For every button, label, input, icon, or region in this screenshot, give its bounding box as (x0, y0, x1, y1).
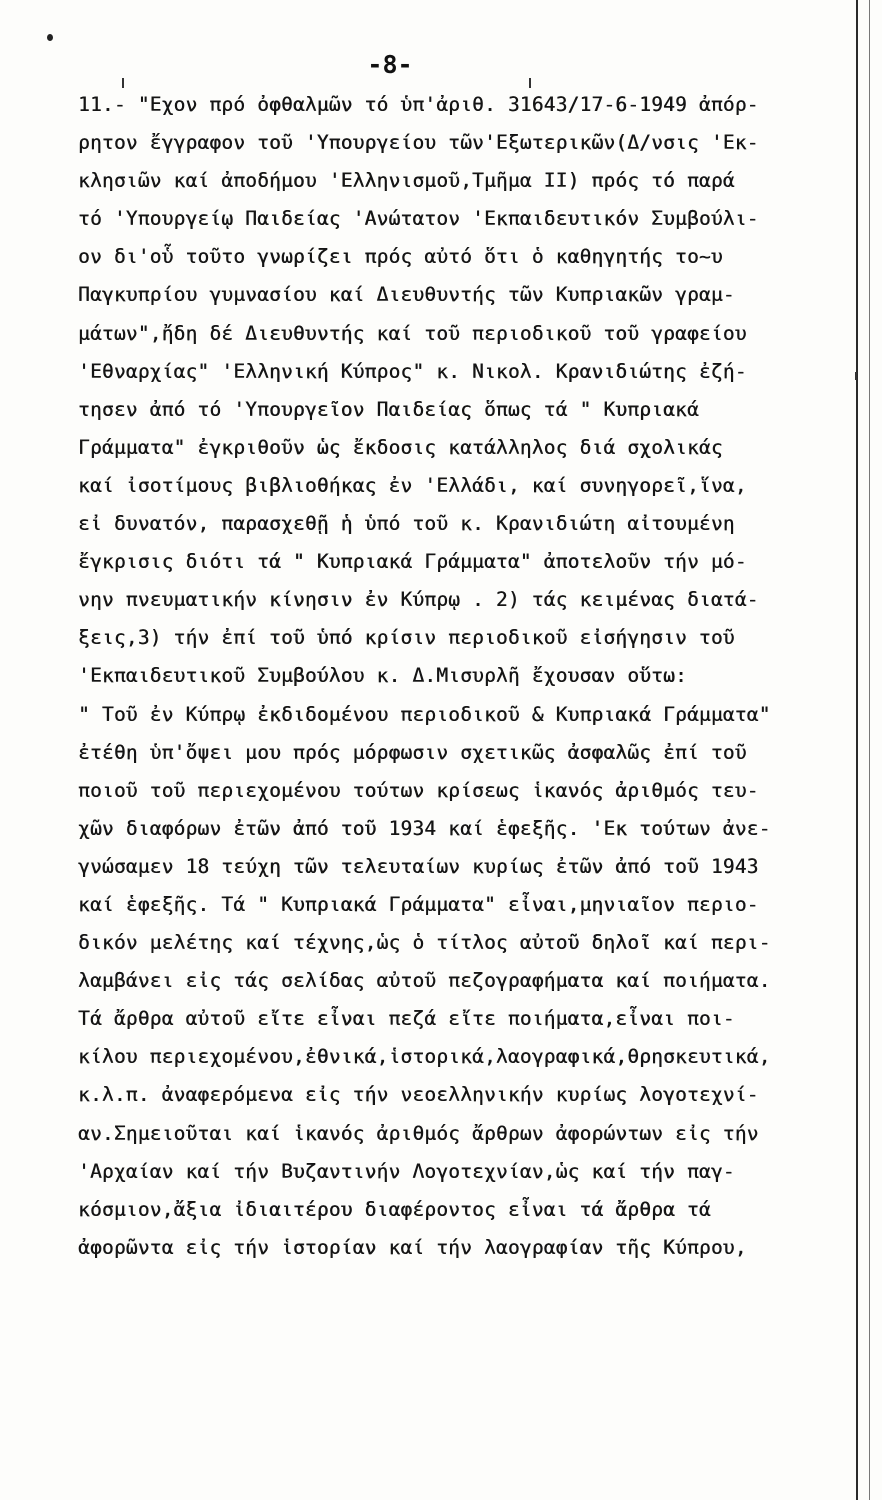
text-line: νην πνευματικήν κίνησιν ἐν Κύπρῳ . 2) τάς κειμένας διατά- (78, 588, 759, 612)
page-number: -8- (367, 50, 413, 79)
text-line: Γράμματα" ἐγκριθοῦν ὡς ἔκδοσις κατάλληλος διά σχολικάς (78, 435, 723, 459)
text-line: κόσμιον,ἄξια ἰδιαιτέρου διαφέροντος εἶναι τά ἄρθρα τά (78, 1197, 711, 1221)
text-line: τησεν ἀπό τό 'Υπουργεῖον Παιδείας ὅπως τά " Κυπριακά (78, 397, 699, 421)
text-line: 'Αρχαίαν καί τήν Βυζαντινήν Λογοτεχνίαν,ὡς καί τήν παγ- (78, 1159, 735, 1183)
text-line: μάτων",ἤδη δέ Διευθυντής καί τοῦ περιοδικοῦ τοῦ γραφείου (78, 321, 747, 345)
text-line: 'Εκπαιδευτικοῦ Συμβούλου κ. Δ.Μισυρλῆ ἔχουσαν οὕτω: (78, 664, 687, 688)
text-line: ον δι'οὗ τοῦτο γνωρίζει πρός αὐτό ὅτι ὁ καθηγητής το~υ (78, 245, 723, 269)
typed-text-body (78, 86, 853, 1267)
text-line: καί ἰσοτίμους βιβλιοθήκας ἐν 'Ελλάδι, καί συνηγορεῖ,ἵνα, (78, 473, 747, 497)
text-line: ἔγκρισις διότι τά " Κυπριακά Γράμματα" ἀποτελοῦν τήν μό- (78, 550, 747, 574)
text-line: ποιοῦ τοῦ περιεχομένου τούτων κρίσεως ἱκανός ἀριθμός τευ- (78, 778, 759, 802)
text-line: εἰ δυνατόν, παρασχεθῇ ἡ ὑπό τοῦ κ. Κρανιδιώτη αἰτουμένη (78, 512, 735, 536)
text-line: κλησιῶν καί ἀποδήμου 'Ελληνισμοῦ,Τμῆμα ΙΙ) πρός τό παρά (78, 169, 735, 193)
text-line: Παγκυπρίου γυμνασίου καί Διευθυντής τῶν Κυπριακῶν γραμ- (78, 283, 735, 307)
text-line: κ.λ.π. ἀναφερόμενα εἰς τήν νεοελληνικήν κυρίως λογοτεχνί- (78, 1083, 759, 1107)
text-line: δικόν μελέτης καί τέχνης,ὡς ὁ τίτλος αὐτοῦ δηλοῖ καί περι- (78, 931, 771, 955)
page-edge-line (856, 0, 858, 1500)
text-line: " Τοῦ ἐν Κύπρῳ ἐκδιδομένου περιοδικοῦ & Κυπριακά Γράμματα" (78, 702, 771, 726)
text-line: ἀφορῶντα εἰς τήν ἱστορίαν καί τήν λαογραφίαν τῆς Κύπρου, (78, 1235, 747, 1259)
text-line: χῶν διαφόρων ἐτῶν ἀπό τοῦ 1934 καί ἑφεξῆς. 'Εκ τούτων ἀνε- (78, 816, 771, 840)
text-line: γνώσαμεν 18 τεύχη τῶν τελευταίων κυρίως ἐτῶν ἀπό τοῦ 1943 (78, 854, 759, 878)
text-line: καί ἑφεξῆς. Τά " Κυπριακά Γράμματα" εἶναι,μηνιαῖον περιο- (78, 892, 759, 916)
text-line: 'Εθναρχίας" 'Ελληνική Κύπρος" κ. Νικολ. Κρανιδιώτης ἐζή- (78, 359, 747, 383)
ink-mark (855, 372, 857, 380)
ink-speck (47, 34, 53, 41)
text-line: 11.- "Εχον πρό ὀφθαλμῶν τό ὑπ'ἀριθ. 31643/17-6-1949 ἀπόρ- (78, 93, 759, 116)
text-line: κίλου περιεχομένου,ἐθνικά,ἱστορικά,λαογραφικά,θρησκευτικά, (78, 1045, 771, 1069)
text-line: λαμβάνει εἰς τάς σελίδας αὐτοῦ πεζογραφήματα καί ποιήματα. (78, 969, 771, 993)
page-edge-shadow (869, 0, 870, 1500)
text-line: ρητον ἔγγραφον τοῦ 'Υπουργείου τῶν'Εξωτερικῶν(Δ/νσις 'Εκ- (78, 131, 759, 155)
text-line: ξεις,3) τήν ἐπί τοῦ ὑπό κρίσιν περιοδικοῦ εἰσήγησιν τοῦ (78, 626, 735, 650)
text-line: Τά ἄρθρα αὐτοῦ εἴτε εἶναι πεζά εἴτε ποιήματα,εἶναι ποι- (78, 1007, 735, 1031)
text-line: ἐτέθη ὑπ'ὄψει μου πρός μόρφωσιν σχετικῶς ἀσφαλῶς ἐπί τοῦ (78, 740, 747, 764)
text-line: τό 'Υπουργείῳ Παιδείας 'Ανώτατον 'Εκπαιδευτικόν Συμβούλι- (78, 207, 759, 231)
text-line: αν.Σημειοῦται καί ἱκανός ἀριθμός ἄρθρων ἀφορώντων εἰς τήν (78, 1121, 759, 1145)
